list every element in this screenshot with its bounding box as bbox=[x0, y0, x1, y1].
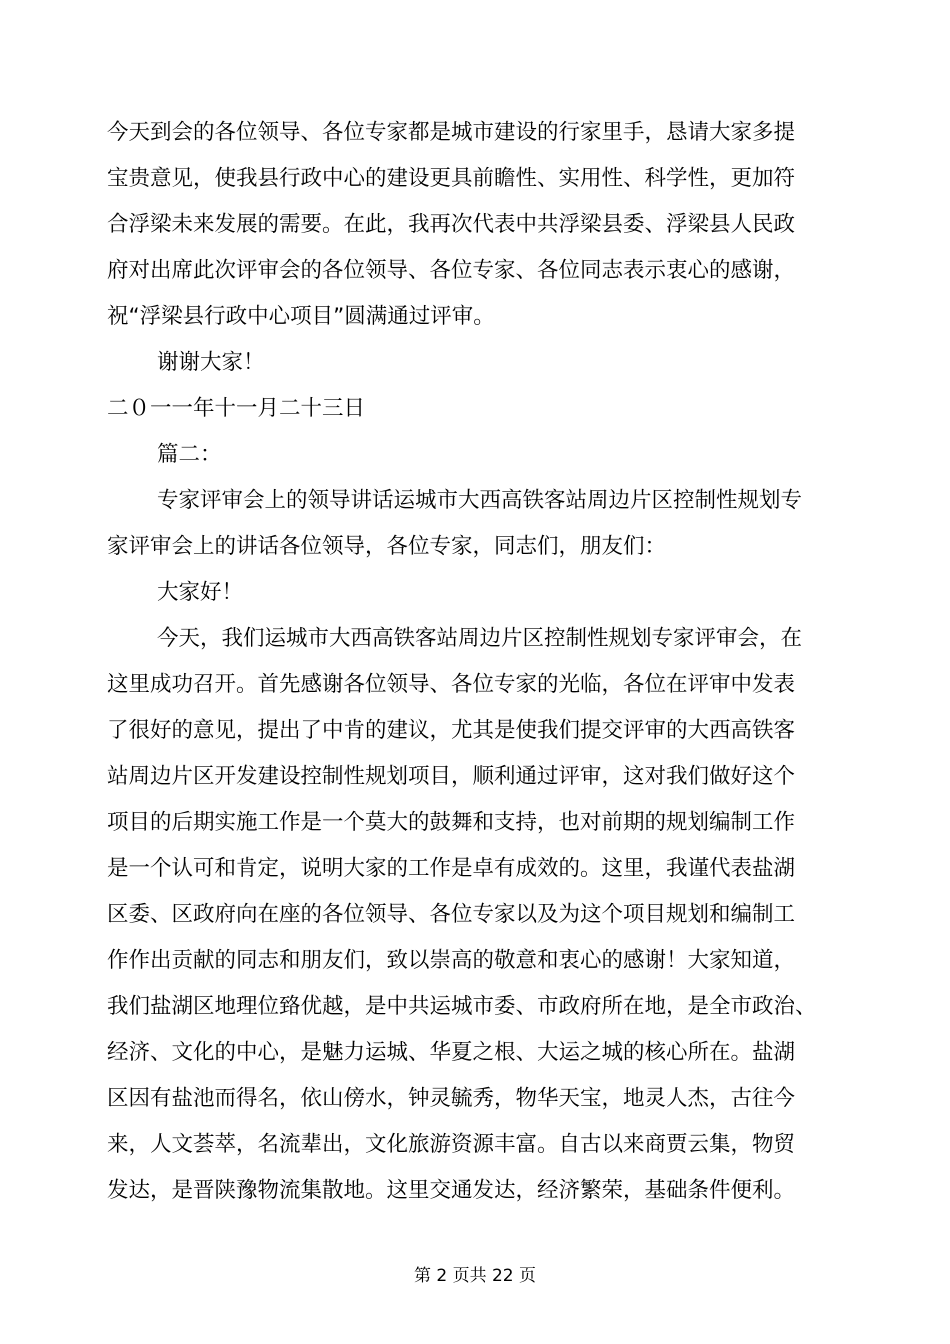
text-line: 站周边片区开发建设控制性规划项目，顺利通过评审，这对我们做好这个 bbox=[107, 764, 796, 789]
text-line: 二０一一年十一月二十三日 bbox=[107, 396, 366, 421]
text-line: 祝“浮梁县行政中心项目”圆满通过评审。 bbox=[107, 304, 495, 329]
text-line: 家评审会上的讲话各位领导，各位专家，同志们，朋友们： bbox=[107, 534, 667, 559]
document-body bbox=[107, 110, 842, 1214]
text-line: 是一个认可和肯定，说明大家的工作是卓有成效的。这里，我谨代表盐湖 bbox=[107, 856, 796, 881]
text-line: 今天，我们运城市大西高铁客站周边片区控制性规划专家评审会，在 bbox=[157, 626, 803, 651]
text-line: 作作出贡献的同志和朋友们，致以崇高的敬意和衷心的感谢！大家知道， bbox=[107, 948, 796, 973]
text-line: 区因有盐池而得名，依山傍水，钟灵毓秀，物华天宝，地灵人杰，古往今 bbox=[107, 1086, 796, 1111]
text-line: 专家评审会上的领导讲话运城市大西高铁客站周边片区控制性规划专 bbox=[157, 488, 803, 513]
text-line: 发达，是晋陕豫物流集散地。这里交通发达，经济繁荣，基础条件便利。 bbox=[107, 1178, 796, 1203]
text-line: 经济、文化的中心，是魅力运城、华夏之根、大运之城的核心所在。盐湖 bbox=[107, 1040, 796, 1065]
text-line: 合浮梁未来发展的需要。在此，我再次代表中共浮梁县委、浮梁县人民政 bbox=[107, 212, 796, 237]
text-line: 我们盐湖区地理位臵优越，是中共运城市委、市政府所在地，是全市政治、 bbox=[107, 994, 817, 1019]
text-line: 区委、区政府向在座的各位领导、各位专家以及为这个项目规划和编制工 bbox=[107, 902, 796, 927]
text-line: 篇二： bbox=[157, 442, 222, 467]
text-line: 谢谢大家！ bbox=[157, 350, 265, 375]
text-line: 来，人文荟萃，名流辈出，文化旅游资源丰富。自古以来商贾云集，物贸 bbox=[107, 1132, 796, 1157]
text-line: 项目的后期实施工作是一个莫大的鼓舞和支持，也对前期的规划编制工作 bbox=[107, 810, 796, 835]
text-line: 这里成功召开。首先感谢各位领导、各位专家的光临，各位在评审中发表 bbox=[107, 672, 796, 697]
text-line: 大家好！ bbox=[157, 580, 244, 605]
page-footer: 第 2 页共 22 页 bbox=[413, 1266, 537, 1286]
text-line: 府对出席此次评审会的各位领导、各位专家、各位同志表示衷心的感谢， bbox=[107, 258, 796, 283]
text-line: 宝贵意见，使我县行政中心的建设更具前瞻性、实用性、科学性，更加符 bbox=[107, 166, 796, 191]
text-line: 了很好的意见，提出了中肯的建议，尤其是使我们提交评审的大西高铁客 bbox=[107, 718, 796, 743]
text-line: 今天到会的各位领导、各位专家都是城市建设的行家里手，恳请大家多提 bbox=[107, 120, 796, 145]
